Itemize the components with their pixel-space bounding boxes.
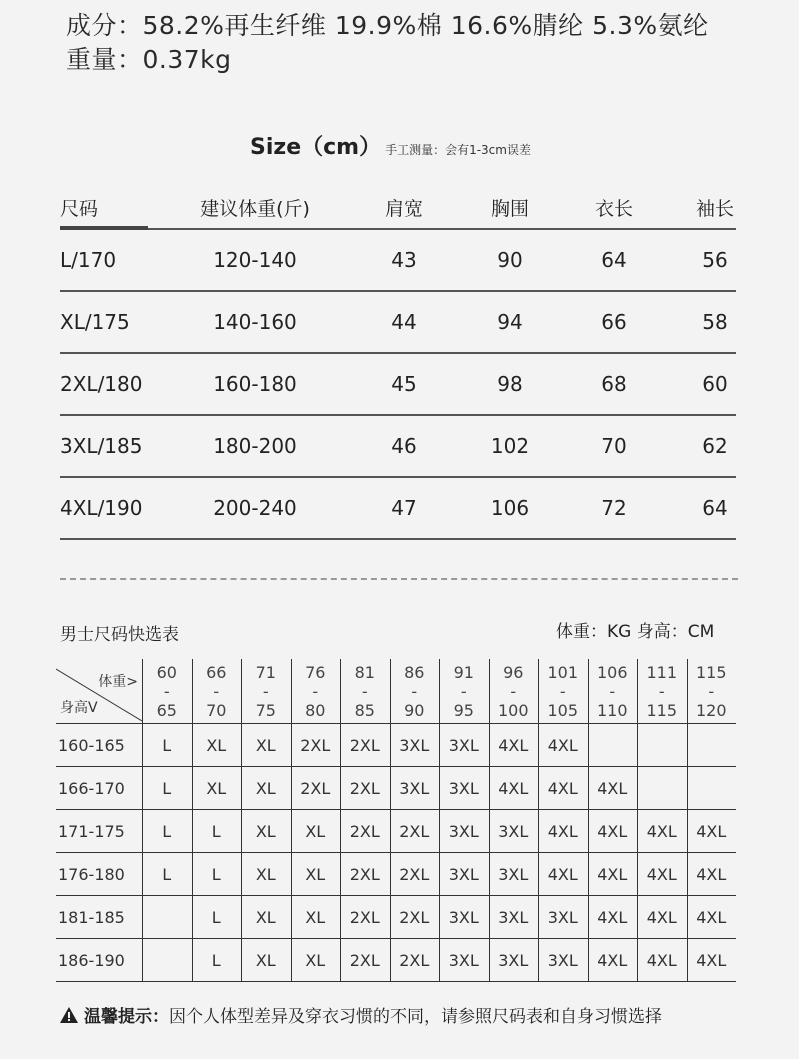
cell-chest: 90 bbox=[497, 248, 523, 272]
cell-sleeve: 64 bbox=[702, 496, 728, 520]
cell-weight: 140-160 bbox=[213, 310, 297, 334]
weight-column-header bbox=[241, 659, 291, 723]
size-table-header bbox=[60, 188, 736, 230]
size-cell: L bbox=[211, 821, 221, 841]
size-cell: 2XL bbox=[349, 778, 380, 798]
column-divider bbox=[142, 659, 143, 981]
cell-weight: 180-200 bbox=[213, 434, 297, 458]
size-cell: 2XL bbox=[300, 778, 331, 798]
column-divider bbox=[538, 659, 539, 981]
size-cell: XL bbox=[305, 864, 326, 884]
size-cell: 3XL bbox=[547, 950, 578, 970]
cell-length: 68 bbox=[601, 372, 627, 396]
size-cell: 4XL bbox=[646, 907, 677, 927]
weight-column-header bbox=[588, 659, 638, 723]
size-cell: 2XL bbox=[349, 950, 380, 970]
weight-range-part: 85 bbox=[354, 700, 375, 720]
height-label: 160-165 bbox=[58, 735, 125, 755]
size-cell: 4XL bbox=[696, 950, 727, 970]
size-cell: L bbox=[211, 950, 221, 970]
size-cell bbox=[588, 724, 638, 766]
table-row bbox=[56, 810, 736, 853]
size-cell: 3XL bbox=[547, 907, 578, 927]
cell-size: 4XL/190 bbox=[60, 496, 143, 520]
weight-range-part: - bbox=[559, 681, 566, 701]
size-cell: 4XL bbox=[646, 821, 677, 841]
tip-text: 因个人体型差异及穿衣习惯的不同，请参照尺码表和自身习惯选择 bbox=[169, 1007, 662, 1027]
composition-text: 成分：58.2%再生纤维 19.9%棉 16.6%腈纶 5.3%氨纶 bbox=[66, 11, 709, 40]
cell-length: 64 bbox=[601, 248, 627, 272]
header-shoulder: 肩宽 bbox=[384, 198, 423, 220]
size-cell: XL bbox=[305, 821, 326, 841]
weight-range-part: - bbox=[708, 681, 715, 701]
size-cell bbox=[687, 724, 737, 766]
size-cell: 3XL bbox=[448, 907, 479, 927]
corner-cell bbox=[56, 659, 142, 723]
size-cell: XL bbox=[255, 864, 276, 884]
weight-range-part: 105 bbox=[547, 700, 579, 720]
column-divider bbox=[588, 659, 589, 981]
header-length: 衣长 bbox=[594, 198, 633, 220]
quick-table-title: 男士尺码快选表 bbox=[60, 625, 179, 645]
height-label: 166-170 bbox=[58, 778, 125, 798]
cell-shoulder: 47 bbox=[391, 496, 417, 520]
weight-range-part: 71 bbox=[255, 662, 276, 682]
size-cell: L bbox=[162, 735, 172, 755]
size-cell: 3XL bbox=[498, 950, 529, 970]
corner-height-label: 身高V bbox=[60, 700, 98, 716]
height-label: 186-190 bbox=[58, 950, 125, 970]
weight-range-part: - bbox=[411, 681, 418, 701]
weight-range-part: 90 bbox=[404, 700, 425, 720]
weight-range-part: 120 bbox=[695, 700, 727, 720]
size-cell: 3XL bbox=[448, 821, 479, 841]
header-size: 尺码 bbox=[60, 198, 99, 220]
weight-range-part: 110 bbox=[596, 700, 628, 720]
size-cell: 3XL bbox=[399, 735, 430, 755]
weight-column-header bbox=[390, 659, 440, 723]
size-cell: 2XL bbox=[349, 735, 380, 755]
size-cell bbox=[142, 896, 192, 938]
size-cell: XL bbox=[255, 778, 276, 798]
size-title bbox=[250, 130, 531, 161]
size-cell: 2XL bbox=[349, 821, 380, 841]
section-divider bbox=[60, 578, 738, 580]
cell-sleeve: 60 bbox=[702, 372, 728, 396]
size-cell: 4XL bbox=[696, 821, 727, 841]
size-cell: XL bbox=[255, 821, 276, 841]
size-note: 手工测量：会有1-3cm误差 bbox=[385, 143, 531, 157]
weight-range-part: 111 bbox=[646, 662, 678, 682]
cell-sleeve: 62 bbox=[702, 434, 728, 458]
size-cell: 3XL bbox=[399, 778, 430, 798]
table-row bbox=[60, 478, 736, 540]
quick-size-table bbox=[56, 659, 736, 982]
size-cell bbox=[637, 767, 687, 809]
cell-weight: 160-180 bbox=[213, 372, 297, 396]
height-label: 171-175 bbox=[58, 821, 125, 841]
size-cell bbox=[142, 939, 192, 981]
height-label: 181-185 bbox=[58, 907, 125, 927]
cell-weight: 120-140 bbox=[213, 248, 297, 272]
quick-table-header bbox=[56, 659, 736, 724]
size-cell: L bbox=[162, 778, 172, 798]
weight-range-part: 75 bbox=[255, 700, 276, 720]
quick-table-units: 体重：KG 身高：CM bbox=[556, 622, 715, 642]
size-cell: 4XL bbox=[597, 864, 628, 884]
weight-range-part: 101 bbox=[547, 662, 579, 682]
weight-column-header bbox=[142, 659, 192, 723]
weight-range-part: - bbox=[609, 681, 616, 701]
size-cell: 4XL bbox=[547, 778, 578, 798]
size-cell: 4XL bbox=[646, 950, 677, 970]
cell-chest: 98 bbox=[497, 372, 523, 396]
table-row bbox=[60, 416, 736, 478]
column-divider bbox=[241, 659, 242, 981]
weight-range-part: 65 bbox=[156, 700, 177, 720]
cell-size: 3XL/185 bbox=[60, 434, 143, 458]
weight-column-header bbox=[687, 659, 737, 723]
size-cell: 3XL bbox=[448, 864, 479, 884]
column-divider bbox=[340, 659, 341, 981]
weight-range-part: 91 bbox=[453, 662, 474, 682]
weight-range-part: 115 bbox=[646, 700, 678, 720]
column-divider bbox=[637, 659, 638, 981]
cell-shoulder: 45 bbox=[391, 372, 417, 396]
size-cell: XL bbox=[255, 907, 276, 927]
size-cell: 4XL bbox=[547, 735, 578, 755]
size-cell: L bbox=[211, 864, 221, 884]
size-cell: 4XL bbox=[597, 950, 628, 970]
size-cell: 2XL bbox=[399, 950, 430, 970]
weight-range-part: 76 bbox=[305, 662, 326, 682]
weight-range-part: 96 bbox=[503, 662, 524, 682]
cell-length: 66 bbox=[601, 310, 627, 334]
size-cell: 4XL bbox=[597, 778, 628, 798]
table-row bbox=[60, 354, 736, 416]
weight-column-header bbox=[192, 659, 242, 723]
column-divider bbox=[489, 659, 490, 981]
table-row bbox=[56, 767, 736, 810]
cell-chest: 106 bbox=[490, 496, 530, 520]
size-cell: XL bbox=[255, 735, 276, 755]
weight-range-part: - bbox=[658, 681, 665, 701]
table-row bbox=[60, 230, 736, 292]
size-cell bbox=[637, 724, 687, 766]
weight-range-part: - bbox=[213, 681, 220, 701]
size-cell: 4XL bbox=[696, 864, 727, 884]
tip-label: 温馨提示： bbox=[84, 1007, 169, 1027]
size-cell: 2XL bbox=[349, 864, 380, 884]
cell-weight: 200-240 bbox=[213, 496, 297, 520]
size-cell: 2XL bbox=[399, 907, 430, 927]
weight-range-part: 70 bbox=[206, 700, 227, 720]
size-cell: 3XL bbox=[448, 778, 479, 798]
table-row bbox=[56, 724, 736, 767]
weight-column-header bbox=[637, 659, 687, 723]
header-sleeve: 袖长 bbox=[695, 198, 734, 220]
header-weight: 建议体重(斤) bbox=[200, 198, 310, 220]
size-title-label: Size（cm） bbox=[250, 135, 382, 160]
size-cell: XL bbox=[305, 950, 326, 970]
size-cell: XL bbox=[255, 950, 276, 970]
size-cell: 4XL bbox=[498, 778, 529, 798]
tip-notice bbox=[60, 1002, 662, 1027]
table-row bbox=[56, 939, 736, 982]
weight-range-part: 81 bbox=[354, 662, 375, 682]
cell-sleeve: 56 bbox=[702, 248, 728, 272]
weight-range-part: 66 bbox=[206, 662, 227, 682]
size-cell: 4XL bbox=[646, 864, 677, 884]
cell-shoulder: 43 bbox=[391, 248, 417, 272]
size-cell: 4XL bbox=[498, 735, 529, 755]
size-cell: 3XL bbox=[498, 907, 529, 927]
height-label: 176-180 bbox=[58, 864, 125, 884]
weight-column-header bbox=[538, 659, 588, 723]
size-cell: 4XL bbox=[547, 821, 578, 841]
size-cell: 2XL bbox=[300, 735, 331, 755]
warning-icon bbox=[60, 1007, 78, 1023]
cell-chest: 94 bbox=[497, 310, 523, 334]
size-cell: 3XL bbox=[448, 950, 479, 970]
cell-shoulder: 44 bbox=[391, 310, 417, 334]
size-cell: 3XL bbox=[448, 735, 479, 755]
table-row bbox=[60, 292, 736, 354]
size-cell: 4XL bbox=[597, 821, 628, 841]
size-cell: 4XL bbox=[597, 907, 628, 927]
column-divider bbox=[291, 659, 292, 981]
cell-length: 70 bbox=[601, 434, 627, 458]
weight-column-header bbox=[439, 659, 489, 723]
weight-range-part: - bbox=[361, 681, 368, 701]
cell-size: XL/175 bbox=[60, 310, 130, 334]
size-cell: 2XL bbox=[349, 907, 380, 927]
cell-shoulder: 46 bbox=[391, 434, 417, 458]
weight-range-part: 100 bbox=[497, 700, 529, 720]
column-divider bbox=[439, 659, 440, 981]
column-divider bbox=[687, 659, 688, 981]
size-cell: L bbox=[162, 864, 172, 884]
weight-range-part: 115 bbox=[695, 662, 727, 682]
weight-range-part: - bbox=[312, 681, 319, 701]
size-cell: 4XL bbox=[547, 864, 578, 884]
size-cell: 2XL bbox=[399, 864, 430, 884]
weight-column-header bbox=[489, 659, 539, 723]
weight-range-part: - bbox=[262, 681, 269, 701]
weight-column-header bbox=[340, 659, 390, 723]
weight-range-part: 106 bbox=[596, 662, 628, 682]
corner-weight-label: 体重> bbox=[98, 674, 138, 690]
cell-length: 72 bbox=[601, 496, 627, 520]
weight-text: 重量：0.37kg bbox=[66, 45, 232, 74]
size-cell: XL bbox=[206, 778, 227, 798]
cell-sleeve: 58 bbox=[702, 310, 728, 334]
size-cell: L bbox=[162, 821, 172, 841]
column-divider bbox=[192, 659, 193, 981]
size-cell: 4XL bbox=[696, 907, 727, 927]
column-divider bbox=[390, 659, 391, 981]
cell-chest: 102 bbox=[490, 434, 530, 458]
cell-size: L/170 bbox=[60, 248, 117, 272]
weight-range-part: - bbox=[460, 681, 467, 701]
size-cell: XL bbox=[305, 907, 326, 927]
weight-range-part: 86 bbox=[404, 662, 425, 682]
table-row bbox=[56, 896, 736, 939]
size-cell: L bbox=[211, 907, 221, 927]
weight-range-part: - bbox=[163, 681, 170, 701]
cell-size: 2XL/180 bbox=[60, 372, 143, 396]
size-cell: 2XL bbox=[399, 821, 430, 841]
size-cell: 3XL bbox=[498, 821, 529, 841]
weight-range-part: 80 bbox=[305, 700, 326, 720]
size-cell: 3XL bbox=[498, 864, 529, 884]
weight-range-part: 60 bbox=[156, 662, 177, 682]
size-cell bbox=[687, 767, 737, 809]
size-table bbox=[60, 188, 736, 540]
weight-range-part: - bbox=[510, 681, 517, 701]
header-chest: 胸围 bbox=[490, 198, 529, 220]
weight-range-part: 95 bbox=[453, 700, 474, 720]
table-row bbox=[56, 853, 736, 896]
weight-column-header bbox=[291, 659, 341, 723]
size-cell: XL bbox=[206, 735, 227, 755]
